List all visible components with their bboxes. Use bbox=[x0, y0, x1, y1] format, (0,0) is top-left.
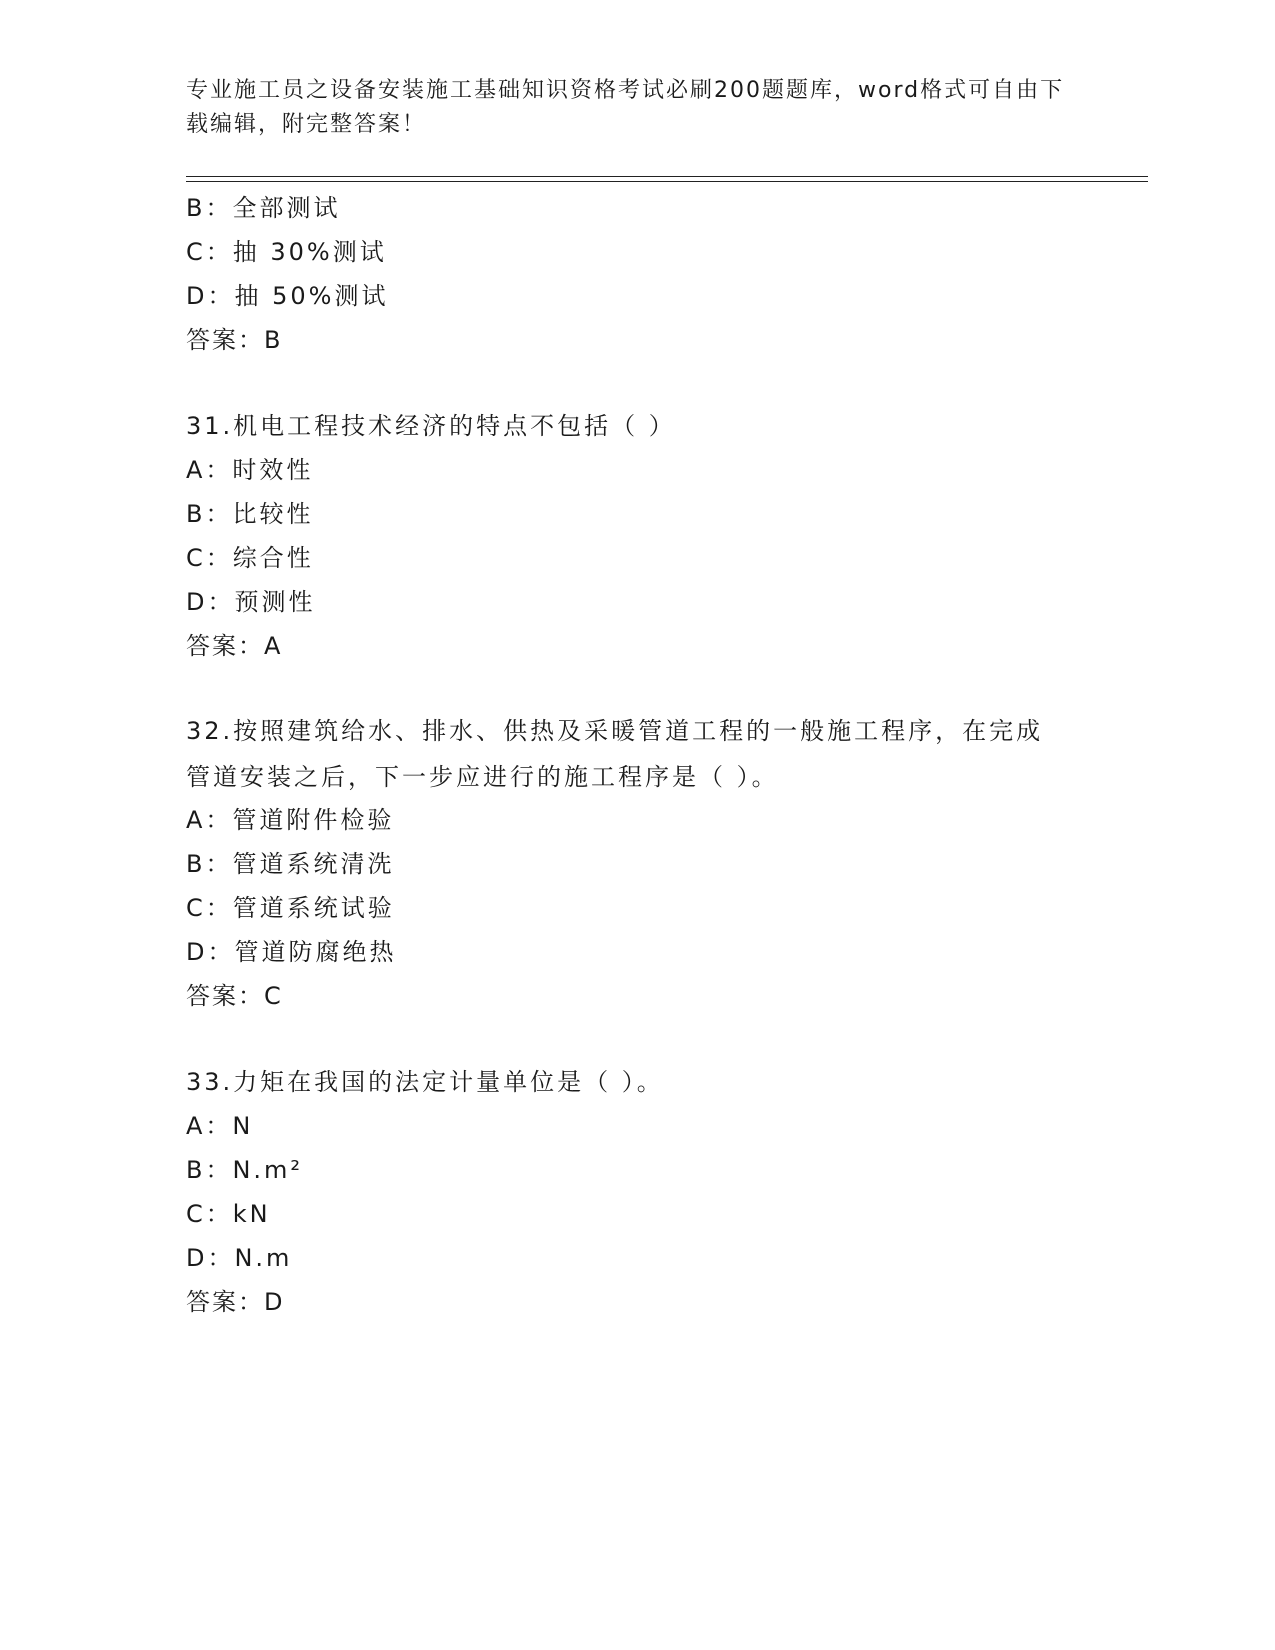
option-d: D：抽 50%测试 bbox=[186, 282, 389, 310]
option-d: D：管道防腐绝热 bbox=[186, 938, 397, 966]
option-b: B：管道系统清洗 bbox=[186, 850, 395, 878]
option-b: B：比较性 bbox=[186, 500, 314, 528]
option-b: B：N.m² bbox=[186, 1156, 304, 1184]
option-c: C：管道系统试验 bbox=[186, 894, 395, 922]
option-c: C：综合性 bbox=[186, 544, 314, 572]
answer: 答案：A bbox=[186, 632, 283, 660]
question-stem: 33.力矩在我国的法定计量单位是（ ）。 bbox=[186, 1068, 664, 1096]
option-c: C：kN bbox=[186, 1200, 271, 1228]
option-d: D：预测性 bbox=[186, 588, 316, 616]
question-stem: 32.按照建筑给水、排水、供热及采暖管道工程的一般施工程序，在完成管道安装之后，下一步应进行的施工程序是（ ）。 bbox=[186, 717, 1044, 791]
answer: 答案：B bbox=[186, 326, 283, 354]
option-a: A：管道附件检验 bbox=[186, 806, 395, 834]
answer: 答案：C bbox=[186, 982, 283, 1010]
option-d: D：N.m bbox=[186, 1244, 293, 1272]
document-header: 专业施工员之设备安装施工基础知识资格考试必刷200题题库，word格式可自由下载编辑，附完整答案！ bbox=[186, 78, 1065, 137]
option-a: A：N bbox=[186, 1112, 254, 1140]
question-stem: 31.机电工程技术经济的特点不包括（ ） bbox=[186, 412, 676, 440]
option-b: B：全部测试 bbox=[186, 194, 341, 222]
header-divider-bottom bbox=[186, 181, 1148, 182]
header-divider-top bbox=[186, 176, 1148, 177]
option-c: C：抽 30%测试 bbox=[186, 238, 387, 266]
answer: 答案：D bbox=[186, 1288, 285, 1316]
option-a: A：时效性 bbox=[186, 456, 314, 484]
